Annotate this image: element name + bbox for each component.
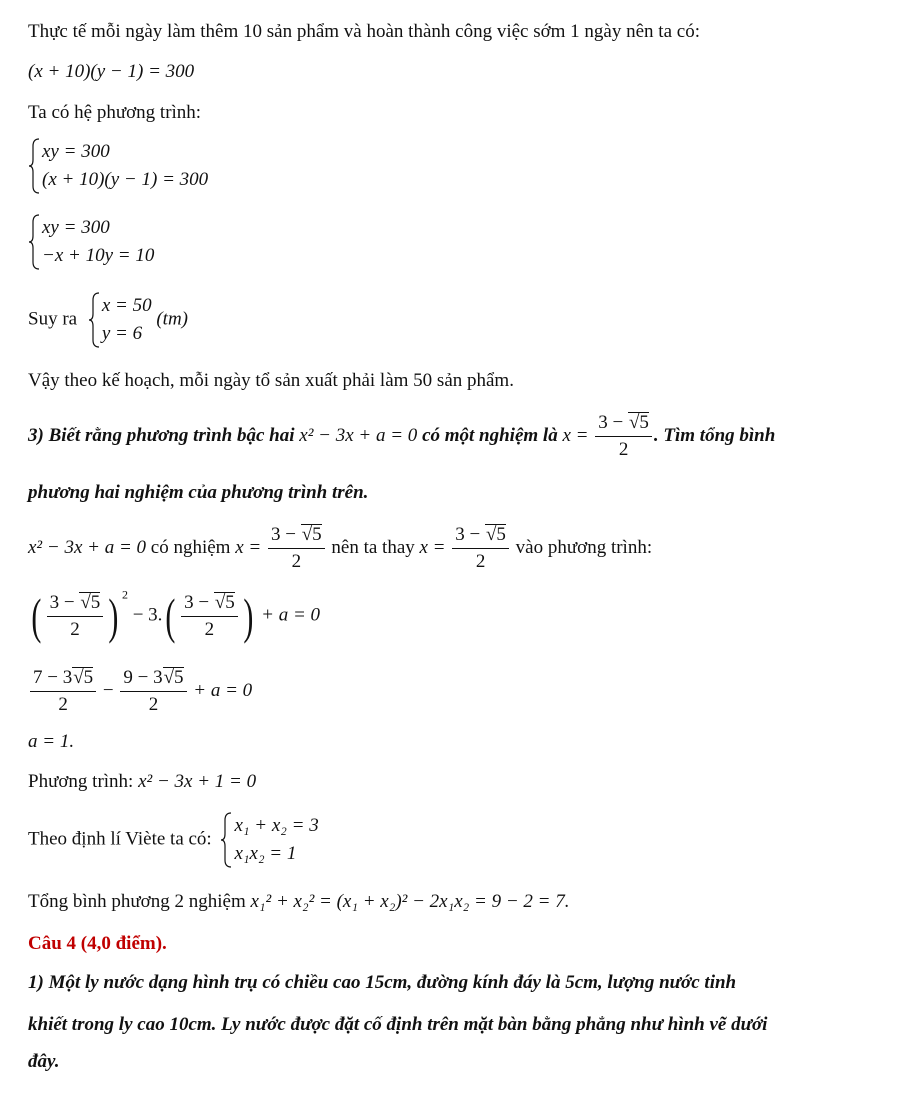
- right-paren: ): [243, 588, 254, 644]
- step-1-fraction-2: [181, 590, 238, 643]
- equation-label: Phương trình:: [28, 771, 134, 792]
- fraction-numerator: 3 −: [270, 524, 296, 545]
- result-row-2: y = 6: [101, 323, 143, 344]
- sqrt-5: √5: [73, 667, 94, 688]
- sum-of-squares: [28, 890, 569, 914]
- solution-text-1: có nghiệm: [150, 536, 231, 558]
- viete-row-2: x₁x₂ = 1: [234, 843, 297, 864]
- solution-text-3: vào phương trình:: [515, 536, 653, 558]
- viete-row-1: x₁ + x₂ = 3: [234, 815, 319, 836]
- fraction-denominator: 2: [618, 439, 629, 460]
- question-3-line-2: phương hai nghiệm của phương trình trên.: [28, 482, 369, 503]
- step-1-plus-a: + a = 0: [261, 604, 321, 626]
- question-3: [28, 410, 775, 463]
- step-2-fraction-1: [30, 665, 96, 718]
- sum-equation: x₁² + x₂² = (x₁ + x₂)² − 2x₁x₂ = 9 − 2 = 7.: [250, 891, 570, 912]
- question-3-x-eq: x =: [562, 424, 589, 446]
- system-1-row-1: xy = 300: [42, 141, 110, 162]
- brace-icon: [220, 812, 232, 868]
- fraction-denominator: 2: [58, 694, 68, 715]
- question-4-heading: Câu 4 (4,0 điểm).: [28, 933, 167, 954]
- left-paren: (: [165, 588, 176, 644]
- fraction-denominator: 2: [70, 618, 80, 640]
- solution-fraction-2: [452, 522, 509, 575]
- a-value: a = 1.: [28, 731, 75, 752]
- equation-with-a: [28, 770, 256, 794]
- question-3-equation: x² − 3x + a = 0: [299, 424, 418, 446]
- question-3-fraction: [595, 410, 652, 463]
- suy-ra-label: Suy ra: [28, 308, 78, 330]
- fraction-denominator: 2: [204, 618, 215, 640]
- sqrt-5: √5: [301, 524, 322, 545]
- paragraph-system-intro: Ta có hệ phương trình:: [28, 102, 202, 123]
- viete-block: [28, 812, 319, 868]
- viete-label: Theo định lí Viète ta có:: [28, 828, 212, 850]
- step-1-fraction-1: [47, 590, 104, 643]
- step-1-minus-3: − 3.: [132, 604, 163, 626]
- system-2: [28, 214, 154, 270]
- brace-icon: [28, 138, 40, 194]
- left-paren: (: [31, 588, 42, 644]
- equation-1: (x + 10)(y − 1) = 300: [28, 61, 195, 82]
- equation-value: x² − 3x + 1 = 0: [138, 771, 257, 792]
- step-2-minus: −: [102, 679, 114, 701]
- question-4-line-3: đây.: [28, 1051, 60, 1072]
- question-3-part-2: có một nghiệm là: [422, 424, 558, 446]
- fraction-numerator: 3 −: [184, 591, 210, 613]
- step-2-fraction-2: [120, 665, 186, 718]
- fraction-numerator: 3 −: [49, 591, 75, 613]
- system-2-row-1: xy = 300: [42, 217, 110, 238]
- fraction-denominator: 2: [291, 551, 302, 572]
- step-1-equation: [28, 586, 320, 646]
- solution-x-eq-1: x =: [235, 536, 262, 558]
- fraction-denominator: 2: [148, 694, 159, 715]
- sqrt-5: √5: [485, 524, 506, 545]
- paragraph-conclusion: Vậy theo kế hoạch, mỗi ngày tổ sản xuất phải làm 50 sản phẩm.: [28, 370, 514, 391]
- step-2-equation: [28, 665, 252, 718]
- fraction-denominator: 2: [475, 551, 486, 572]
- solution-intro: [28, 522, 652, 575]
- result-row-1: x = 50: [101, 295, 152, 316]
- fraction-numerator: 3 −: [455, 524, 481, 545]
- sqrt-5: √5: [80, 591, 101, 613]
- step-1-exponent: 2: [121, 587, 128, 602]
- question-3-part-3: . Tìm tổng bình: [653, 424, 776, 446]
- fraction-numerator: 3 −: [598, 412, 624, 433]
- tm-label: (tm): [156, 308, 188, 330]
- question-3-part-1: 3) Biết rằng phương trình bậc hai: [28, 424, 295, 446]
- solution-x-eq-2: x =: [419, 536, 446, 558]
- question-4-line-1: 1) Một ly nước dạng hình trụ có chiều cao 15cm, đường kính đáy là 5cm, lượng nước tinh: [28, 972, 737, 993]
- sqrt-5: √5: [628, 412, 649, 433]
- brace-icon: [28, 214, 40, 270]
- solution-equation: x² − 3x + a = 0: [28, 536, 147, 558]
- fraction-numerator: 7 − 3: [33, 667, 73, 688]
- step-2-plus-a: + a = 0: [193, 679, 253, 701]
- solution-fraction-1: [268, 522, 325, 575]
- paragraph-extra-products: Thực tế mỗi ngày làm thêm 10 sản phẩm và hoàn thành công việc sớm 1 ngày nên ta có:: [28, 21, 700, 42]
- result-system: [28, 292, 188, 348]
- brace-icon: [88, 292, 100, 348]
- sum-label: Tổng bình phương 2 nghiệm: [28, 891, 246, 912]
- system-2-row-2: −x + 10y = 10: [42, 245, 155, 266]
- sqrt-5: √5: [214, 591, 235, 613]
- sqrt-5: √5: [163, 667, 184, 688]
- right-paren: ): [108, 588, 119, 644]
- fraction-numerator: 9 − 3: [123, 667, 163, 688]
- question-4-line-2: khiết trong ly cao 10cm. Ly nước được đặt cố định trên mặt bàn bằng phẳng như hình vẽ dưới: [28, 1014, 768, 1035]
- system-1-row-2: (x + 10)(y − 1) = 300: [42, 169, 209, 190]
- system-1: [28, 138, 208, 194]
- solution-text-2: nên ta thay: [331, 536, 415, 558]
